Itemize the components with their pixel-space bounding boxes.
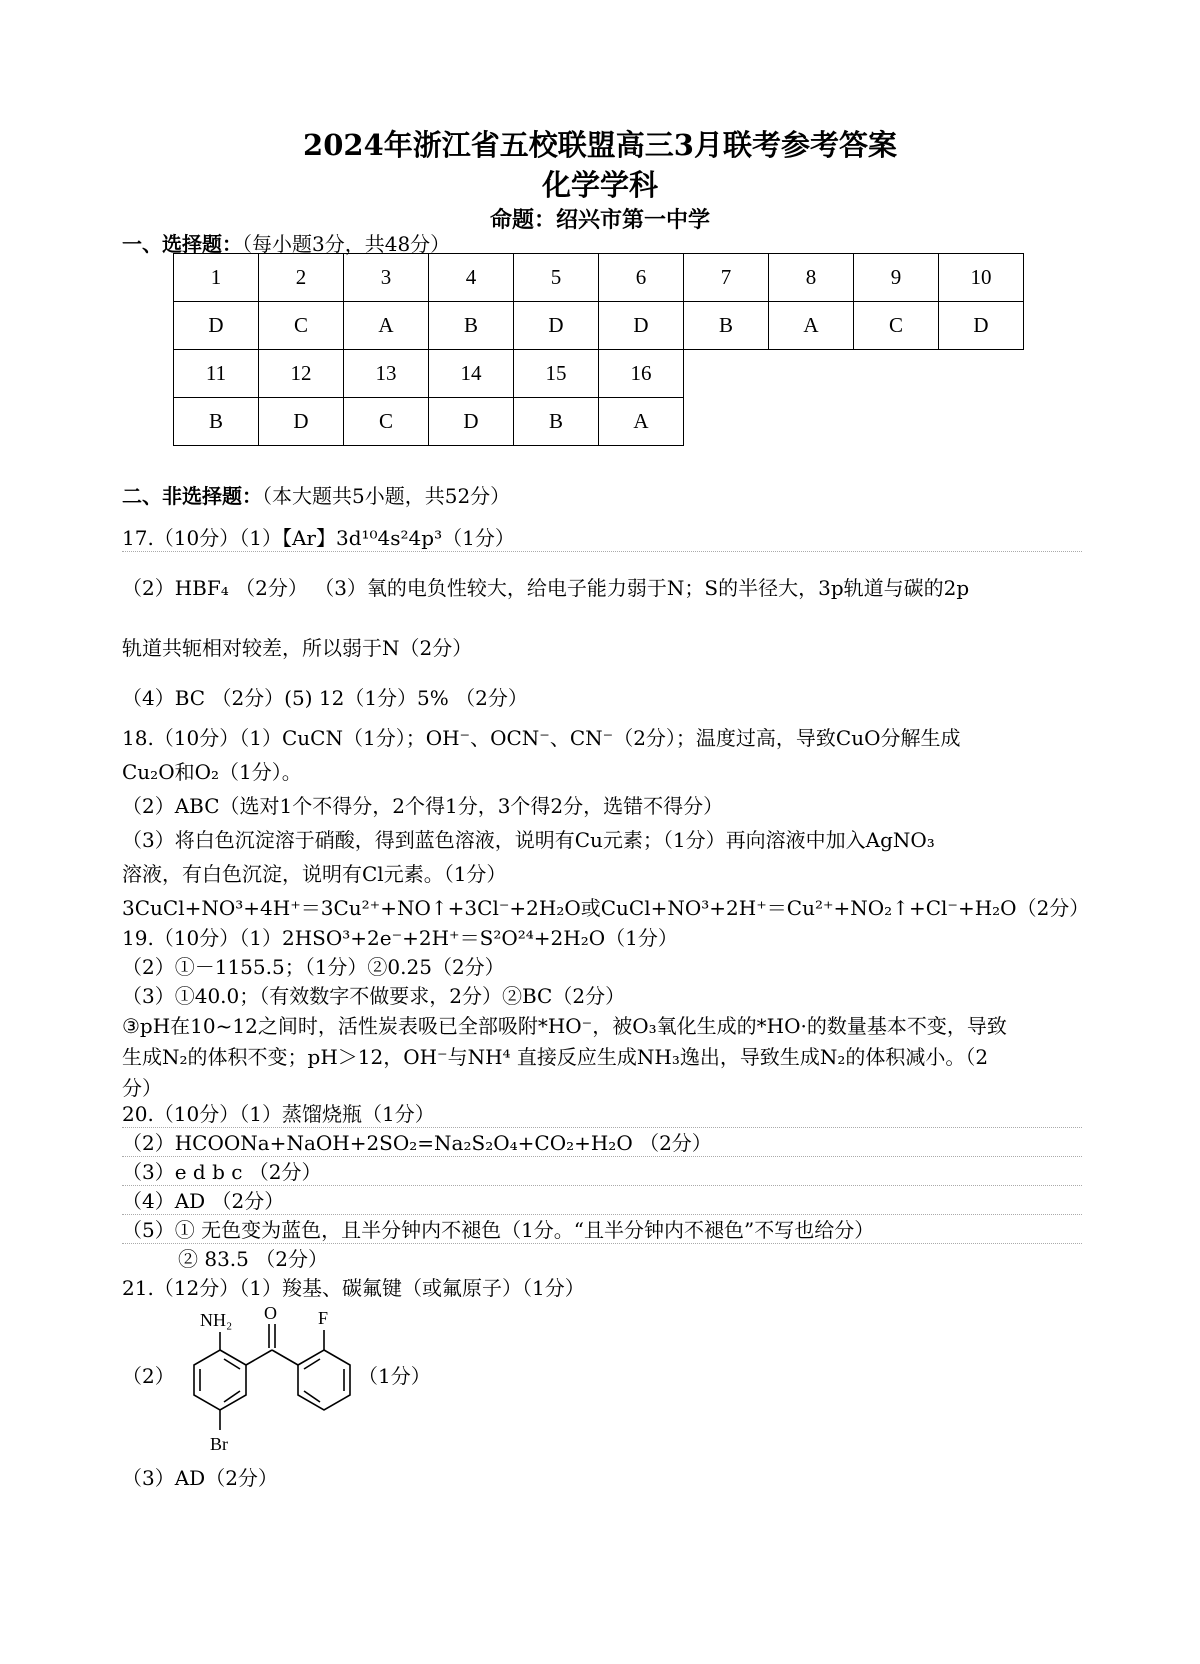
q21-line2-suffix: （1分）	[358, 1364, 431, 1388]
answer-cell: B	[429, 302, 514, 350]
answer-row-answers	[174, 302, 1024, 350]
answer-cell: 10	[939, 254, 1024, 302]
answer-cell: 7	[684, 254, 769, 302]
answer-cell: 14	[429, 350, 514, 398]
q18-line6: 3CuCl+NO³+4H⁺＝3Cu²⁺+NO↑+3Cl⁻+2H₂O或CuCl+NO³+2H⁺＝Cu²⁺+NO₂↑+Cl⁻+H₂O（2分）	[122, 896, 1090, 920]
answer-cell: D	[939, 302, 1024, 350]
q19-line6: 分）	[122, 1076, 162, 1100]
answer-table-2	[173, 349, 684, 446]
answer-cell: 13	[344, 350, 429, 398]
answer-cell: 2	[259, 254, 344, 302]
q20-line1: 20.（10分）（1）蒸馏烧瓶（1分）	[122, 1098, 1082, 1128]
q19-line2: （2）①－1155.5；（1分）②0.25（2分）	[122, 955, 505, 979]
answer-cell: 3	[344, 254, 429, 302]
answer-cell: 15	[514, 350, 599, 398]
answer-cell: 5	[514, 254, 599, 302]
q18-line4: （3）将白色沉淀溶于硝酸，得到蓝色溶液，说明有Cu元素；（1分）再向溶液中加入AgNO₃	[122, 828, 935, 852]
section2-note: （本大题共5小题，共52分）	[262, 484, 511, 508]
answer-cell: 4	[429, 254, 514, 302]
oxygen-label: O	[264, 1303, 277, 1323]
answer-cell: 1	[174, 254, 259, 302]
q21-line2-prefix: （2）	[122, 1364, 175, 1388]
answer-cell: D	[429, 398, 514, 446]
q17-line1: 17.（10分）（1）【Ar】3d¹⁰4s²4p³（1分）	[122, 522, 1082, 552]
answer-cell: A	[599, 398, 684, 446]
doc-subject: 化学学科	[541, 168, 658, 202]
q19-line4: ③pH在10~12之间时，活性炭表吸已全部吸附*HO⁻，被O₃氧化生成的*HO·的数量基本不变，导致	[122, 1014, 1007, 1038]
q18-line2: Cu₂O和O₂（1分）。	[122, 760, 302, 784]
q20-line5: （5）① 无色变为蓝色，且半分钟内不褪色（1分。“且半分钟内不褪色”不写也给分）	[122, 1214, 1082, 1244]
doc-author: 命题：绍兴市第一中学	[489, 207, 710, 233]
answer-row-numbers	[174, 254, 1024, 302]
answer-cell: 12	[259, 350, 344, 398]
answer-cell: D	[599, 302, 684, 350]
answer-cell: B	[514, 398, 599, 446]
answer-cell: 8	[769, 254, 854, 302]
q18-line5: 溶液，有白色沉淀，说明有Cl元素。（1分）	[122, 862, 507, 886]
q21-line3: （3）AD（2分）	[122, 1466, 278, 1490]
answer-cell: A	[344, 302, 429, 350]
q17-line3: 轨道共轭相对较差，所以弱于N（2分）	[122, 636, 473, 660]
answer-cell: 6	[599, 254, 684, 302]
answer-cell: D	[259, 398, 344, 446]
answer-cell: C	[854, 302, 939, 350]
q20-line6: ② 83.5 （2分）	[178, 1247, 328, 1271]
answer-cell: A	[769, 302, 854, 350]
q20-line3: （3）e d b c （2分）	[122, 1156, 1082, 1186]
section2-heading	[122, 480, 510, 509]
q18-line3: （2）ABC（选对1个不得分，2个得1分，3个得2分，选错不得分）	[122, 794, 724, 818]
q17-line4: （4）BC （2分）(5) 12（1分）5% （2分）	[122, 686, 528, 710]
answer-cell: D	[174, 302, 259, 350]
q21-line1: 21.（12分）（1）羧基、碳氟键（或氟原子）（1分）	[122, 1276, 585, 1300]
left-benzene-ring	[194, 1350, 246, 1410]
answer-cell: 11	[174, 350, 259, 398]
answer-row-answers	[174, 398, 684, 446]
answer-row-numbers	[174, 350, 684, 398]
answer-cell: B	[684, 302, 769, 350]
q20-line4: （4）AD （2分）	[122, 1185, 1082, 1215]
q19-line1: 19.（10分）（1）2HSO³+2e⁻+2H⁺＝S²O²⁴+2H₂O（1分）	[122, 926, 678, 950]
q19-line5: 生成N₂的体积不变；pH＞12，OH⁻与NH⁴ 直接反应生成NH₃逸出，导致生成N₂的体积减小。（2	[122, 1045, 989, 1069]
q20-line2: （2）HCOONa+NaOH+2SO₂=Na₂S₂O₄+CO₂+H₂O （2分）	[122, 1127, 1082, 1157]
answer-cell: 9	[854, 254, 939, 302]
section1-note: （每小题3分，共48分）	[242, 232, 451, 256]
right-benzene-ring	[298, 1350, 350, 1410]
fluorine-label: F	[318, 1308, 329, 1328]
answer-cell: C	[344, 398, 429, 446]
answer-cell: D	[514, 302, 599, 350]
q19-line3: （3）①40.0；（有效数字不做要求，2分）②BC（2分）	[122, 984, 626, 1008]
q17-line2: （2）HBF₄ （2分） （3）氧的电负性较大，给电子能力弱于N；S的半径大，3p轨道与碳的2p	[122, 576, 970, 600]
doc-title: 2024年浙江省五校联盟高三3月联考参考答案	[303, 128, 897, 162]
answer-cell: 16	[599, 350, 684, 398]
answer-table-1	[173, 253, 1024, 350]
answer-cell: B	[174, 398, 259, 446]
q18-line1: 18.（10分）（1）CuCN（1分）；OH⁻、OCN⁻、CN⁻（2分）；温度过高，导致CuO分解生成	[122, 726, 961, 750]
molecule-structure	[170, 1302, 360, 1462]
section2-title: 二、非选择题：	[122, 484, 262, 508]
section1-title: 一、选择题：	[122, 232, 242, 256]
answer-cell: C	[259, 302, 344, 350]
bromine-label: Br	[210, 1434, 228, 1454]
nh2-label: NH₂	[200, 1310, 233, 1330]
